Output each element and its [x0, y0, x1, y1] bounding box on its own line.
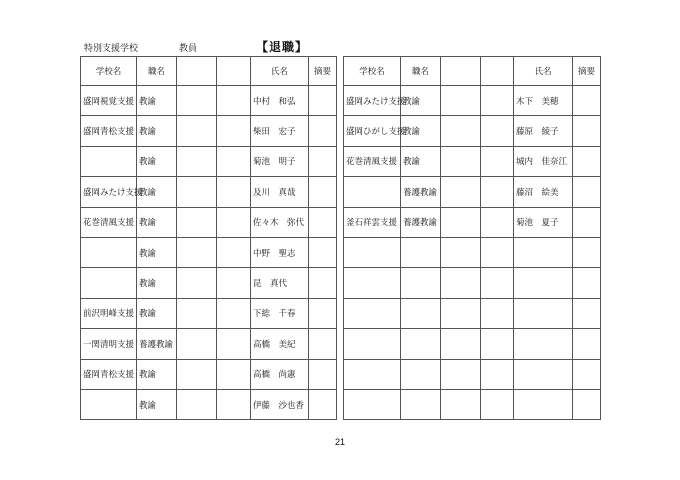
table-row — [81, 298, 337, 328]
blank-cell — [481, 329, 514, 359]
school-cell — [344, 329, 401, 359]
name-cell — [514, 268, 573, 298]
blank-cell — [217, 116, 251, 146]
note-cell — [573, 116, 601, 146]
school-cell: 盛岡青松支援 — [81, 359, 137, 389]
position-cell — [401, 298, 441, 328]
school-cell: 花巻清風支援 — [344, 146, 401, 176]
blank-cell — [217, 298, 251, 328]
table-row — [344, 389, 601, 419]
note-cell — [573, 146, 601, 176]
blank-cell — [441, 177, 481, 207]
school-cell — [344, 359, 401, 389]
school-cell: 前沢明峰支援 — [81, 298, 137, 328]
school-cell: 花巻清風支援 — [81, 207, 137, 237]
school-type-label: 特別支援学校 — [84, 44, 139, 54]
blank-cell — [217, 177, 251, 207]
blank-cell — [217, 268, 251, 298]
position-cell: 教諭 — [137, 207, 177, 237]
table-row — [344, 359, 601, 389]
page-number: 21 — [334, 437, 345, 447]
column-header-blank — [481, 57, 514, 86]
note-cell — [573, 207, 601, 237]
table-header-row — [81, 57, 337, 86]
table-row — [344, 146, 601, 176]
name-cell: 佐々木 弥代 — [251, 207, 309, 237]
blank-cell — [177, 146, 217, 176]
table-row — [81, 329, 337, 359]
column-header-note: 摘要 — [309, 57, 337, 86]
name-cell — [514, 359, 573, 389]
category-title: 【退職】 — [256, 40, 309, 54]
name-cell: 高橋 尚憲 — [251, 359, 309, 389]
blank-cell — [177, 177, 217, 207]
blank-cell — [177, 329, 217, 359]
note-cell — [309, 268, 337, 298]
column-header-position: 職名 — [401, 57, 441, 86]
position-cell: 養護教諭 — [401, 207, 441, 237]
name-cell: 城内 佳奈江 — [514, 146, 573, 176]
blank-cell — [177, 86, 217, 116]
blank-cell — [217, 86, 251, 116]
table-row — [344, 177, 601, 207]
column-header-name: 氏名 — [514, 57, 573, 86]
table-header-row — [344, 57, 601, 86]
name-cell: 高橋 美紀 — [251, 329, 309, 359]
name-cell: 中野 聖志 — [251, 237, 309, 267]
school-cell — [81, 237, 137, 267]
table-row — [81, 389, 337, 419]
school-cell: 盛岡視覚支援 — [81, 86, 137, 116]
blank-cell — [481, 207, 514, 237]
position-cell — [401, 359, 441, 389]
note-cell — [309, 146, 337, 176]
school-cell — [81, 146, 137, 176]
school-cell: 釜石祥雲支援 — [344, 207, 401, 237]
blank-cell — [217, 389, 251, 419]
position-cell: 教諭 — [137, 146, 177, 176]
blank-cell — [441, 359, 481, 389]
name-cell — [514, 237, 573, 267]
table-row — [81, 207, 337, 237]
blank-cell — [217, 329, 251, 359]
note-cell — [309, 389, 337, 419]
note-cell — [573, 237, 601, 267]
blank-cell — [441, 268, 481, 298]
blank-cell — [441, 86, 481, 116]
table-row — [81, 146, 337, 176]
table-row — [344, 329, 601, 359]
position-cell — [401, 389, 441, 419]
note-cell — [573, 389, 601, 419]
blank-cell — [481, 359, 514, 389]
blank-cell — [217, 146, 251, 176]
blank-cell — [441, 207, 481, 237]
note-cell — [309, 237, 337, 267]
blank-cell — [441, 298, 481, 328]
blank-cell — [177, 207, 217, 237]
school-cell — [344, 177, 401, 207]
table-row — [81, 116, 337, 146]
blank-cell — [441, 389, 481, 419]
name-cell: 柴田 宏子 — [251, 116, 309, 146]
note-cell — [309, 329, 337, 359]
name-cell: 藤原 綾子 — [514, 116, 573, 146]
staff-type-label: 教員 — [179, 44, 198, 54]
table-row — [344, 86, 601, 116]
blank-cell — [177, 237, 217, 267]
name-cell: 藤沼 絵美 — [514, 177, 573, 207]
position-cell: 教諭 — [137, 116, 177, 146]
table-row — [344, 237, 601, 267]
position-cell: 教諭 — [137, 389, 177, 419]
blank-cell — [177, 268, 217, 298]
position-cell: 教諭 — [137, 359, 177, 389]
table-row — [81, 177, 337, 207]
table-row — [81, 268, 337, 298]
note-cell — [309, 298, 337, 328]
table-row — [344, 207, 601, 237]
blank-cell — [481, 268, 514, 298]
name-cell: 及川 真哉 — [251, 177, 309, 207]
name-cell: 中村 和弘 — [251, 86, 309, 116]
school-cell — [344, 268, 401, 298]
school-cell — [344, 237, 401, 267]
table-row — [344, 298, 601, 328]
school-cell: 盛岡みたけ支援 — [81, 177, 137, 207]
table-row — [81, 86, 337, 116]
position-cell: 養護教諭 — [401, 177, 441, 207]
school-cell: 盛岡ひがし支援 — [344, 116, 401, 146]
name-cell — [514, 389, 573, 419]
note-cell — [573, 268, 601, 298]
note-cell — [573, 298, 601, 328]
note-cell — [573, 329, 601, 359]
blank-cell — [177, 389, 217, 419]
column-header-blank — [441, 57, 481, 86]
table-row — [344, 268, 601, 298]
name-cell — [514, 329, 573, 359]
page-header — [84, 41, 384, 55]
blank-cell — [481, 237, 514, 267]
column-header-blank — [217, 57, 251, 86]
name-cell: 下総 千春 — [251, 298, 309, 328]
blank-cell — [217, 237, 251, 267]
column-header-school: 学校名 — [344, 57, 401, 86]
note-cell — [573, 177, 601, 207]
blank-cell — [441, 116, 481, 146]
position-cell: 教諭 — [137, 177, 177, 207]
blank-cell — [481, 298, 514, 328]
table-row — [344, 116, 601, 146]
table-row — [81, 237, 337, 267]
name-cell: 木下 美穂 — [514, 86, 573, 116]
note-cell — [573, 86, 601, 116]
position-cell: 教諭 — [401, 86, 441, 116]
column-header-note: 摘要 — [573, 57, 601, 86]
position-cell — [401, 329, 441, 359]
name-cell: 菊池 夏子 — [514, 207, 573, 237]
note-cell — [309, 359, 337, 389]
column-header-name: 氏名 — [251, 57, 309, 86]
column-header-blank — [177, 57, 217, 86]
note-cell — [309, 116, 337, 146]
school-cell — [344, 389, 401, 419]
table-row — [81, 359, 337, 389]
position-cell: 教諭 — [137, 298, 177, 328]
position-cell — [401, 237, 441, 267]
blank-cell — [481, 177, 514, 207]
note-cell — [573, 359, 601, 389]
position-cell: 教諭 — [137, 237, 177, 267]
note-cell — [309, 207, 337, 237]
school-cell — [81, 389, 137, 419]
school-cell — [81, 268, 137, 298]
name-cell: 伊藤 沙也香 — [251, 389, 309, 419]
column-header-school: 学校名 — [81, 57, 137, 86]
blank-cell — [177, 298, 217, 328]
column-header-position: 職名 — [137, 57, 177, 86]
note-cell — [309, 177, 337, 207]
blank-cell — [217, 359, 251, 389]
blank-cell — [177, 359, 217, 389]
name-cell: 昆 真代 — [251, 268, 309, 298]
blank-cell — [481, 86, 514, 116]
name-cell — [514, 298, 573, 328]
name-cell: 菊池 明子 — [251, 146, 309, 176]
blank-cell — [441, 146, 481, 176]
blank-cell — [481, 116, 514, 146]
blank-cell — [217, 207, 251, 237]
blank-cell — [177, 116, 217, 146]
position-cell: 教諭 — [137, 268, 177, 298]
position-cell — [401, 268, 441, 298]
position-cell: 養護教諭 — [137, 329, 177, 359]
blank-cell — [441, 329, 481, 359]
right-roster-table — [343, 56, 601, 420]
position-cell: 教諭 — [401, 116, 441, 146]
position-cell: 教諭 — [137, 86, 177, 116]
school-cell: 盛岡青松支援 — [81, 116, 137, 146]
school-cell: 盛岡みたけ支援 — [344, 86, 401, 116]
left-roster-table — [80, 56, 337, 420]
school-cell: 一関清明支援 — [81, 329, 137, 359]
note-cell — [309, 86, 337, 116]
school-cell — [344, 298, 401, 328]
blank-cell — [481, 146, 514, 176]
position-cell: 教諭 — [401, 146, 441, 176]
blank-cell — [441, 237, 481, 267]
blank-cell — [481, 389, 514, 419]
